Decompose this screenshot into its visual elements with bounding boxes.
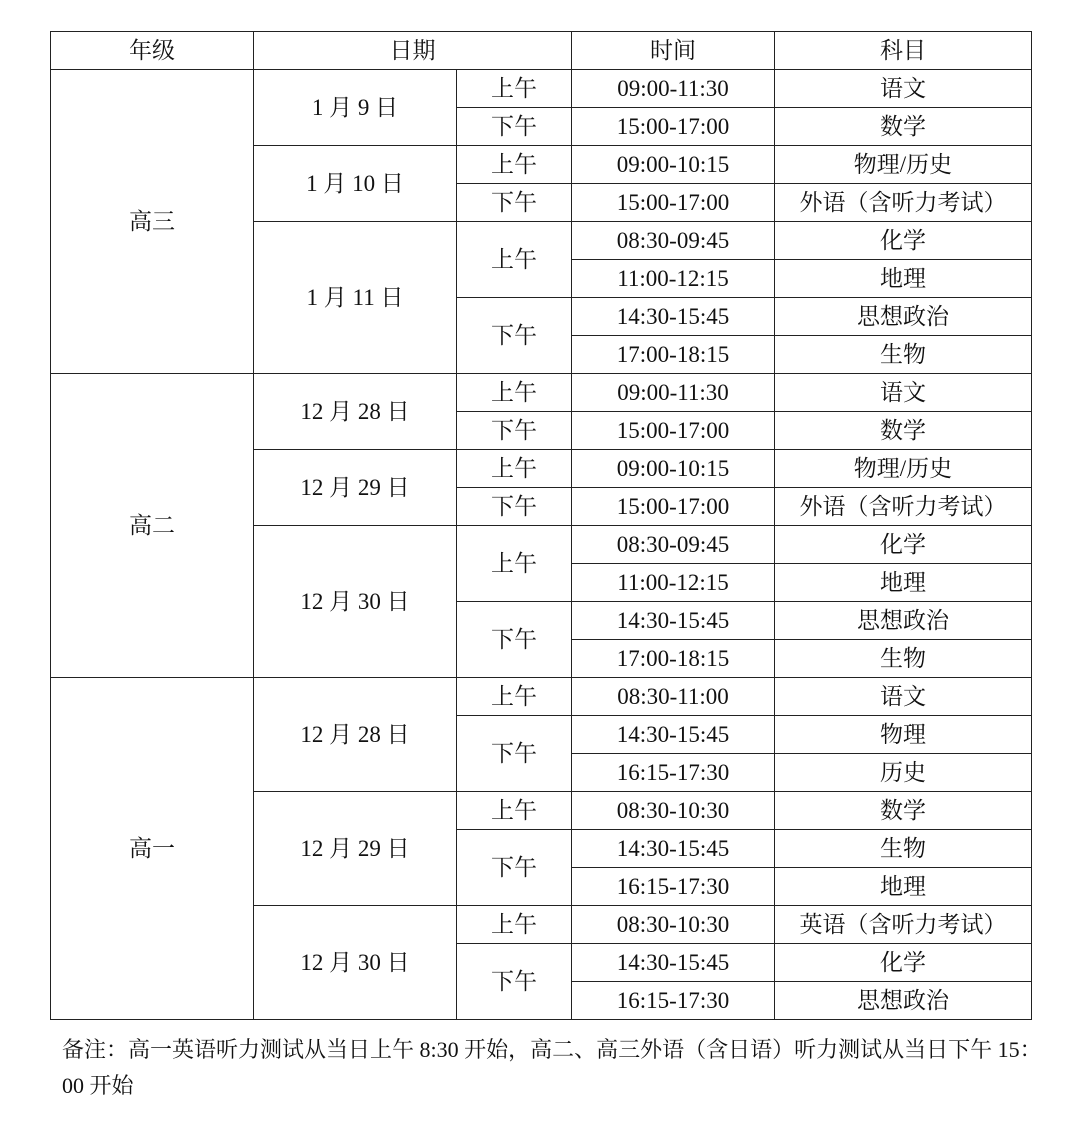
grade-cell: 高二 (51, 374, 254, 678)
subject-cell: 地理 (775, 260, 1032, 298)
grade-cell: 高一 (51, 678, 254, 1020)
table-row (51, 678, 1032, 716)
time-cell: 15:00-17:00 (572, 412, 775, 450)
half-day-cell: 下午 (457, 488, 572, 526)
time-cell: 16:15-17:30 (572, 982, 775, 1020)
date-cell: 1 月 10 日 (254, 146, 457, 222)
date-cell: 12 月 28 日 (254, 374, 457, 450)
header-subject: 科目 (775, 32, 1032, 70)
time-cell: 08:30-09:45 (572, 526, 775, 564)
time-cell: 09:00-11:30 (572, 70, 775, 108)
header-grade: 年级 (51, 32, 254, 70)
subject-cell: 思想政治 (775, 982, 1032, 1020)
time-cell: 14:30-15:45 (572, 830, 775, 868)
time-cell: 14:30-15:45 (572, 944, 775, 982)
subject-cell: 生物 (775, 830, 1032, 868)
header-date: 日期 (254, 32, 572, 70)
half-day-cell: 下午 (457, 412, 572, 450)
time-cell: 14:30-15:45 (572, 298, 775, 336)
date-cell: 1 月 9 日 (254, 70, 457, 146)
time-cell: 08:30-09:45 (572, 222, 775, 260)
half-day-cell: 下午 (457, 298, 572, 374)
half-day-cell: 上午 (457, 450, 572, 488)
half-day-cell: 下午 (457, 716, 572, 792)
half-day-cell: 下午 (457, 108, 572, 146)
subject-cell: 化学 (775, 944, 1032, 982)
time-cell: 08:30-10:30 (572, 792, 775, 830)
time-cell: 15:00-17:00 (572, 108, 775, 146)
half-day-cell: 上午 (457, 792, 572, 830)
subject-cell: 思想政治 (775, 602, 1032, 640)
subject-cell: 生物 (775, 640, 1032, 678)
time-cell: 14:30-15:45 (572, 602, 775, 640)
half-day-cell: 上午 (457, 374, 572, 412)
subject-cell: 语文 (775, 374, 1032, 412)
subject-cell: 数学 (775, 412, 1032, 450)
table-row (51, 70, 1032, 108)
time-cell: 11:00-12:15 (572, 260, 775, 298)
time-cell: 16:15-17:30 (572, 868, 775, 906)
subject-cell: 历史 (775, 754, 1032, 792)
time-cell: 14:30-15:45 (572, 716, 775, 754)
subject-cell: 英语（含听力考试） (775, 906, 1032, 944)
exam-schedule-table (50, 31, 1032, 1020)
subject-cell: 语文 (775, 678, 1032, 716)
half-day-cell: 下午 (457, 830, 572, 906)
half-day-cell: 上午 (457, 222, 572, 298)
time-cell: 17:00-18:15 (572, 640, 775, 678)
half-day-cell: 上午 (457, 70, 572, 108)
half-day-cell: 下午 (457, 944, 572, 1020)
time-cell: 08:30-10:30 (572, 906, 775, 944)
subject-cell: 地理 (775, 564, 1032, 602)
half-day-cell: 上午 (457, 678, 572, 716)
date-cell: 1 月 11 日 (254, 222, 457, 374)
half-day-cell: 上午 (457, 146, 572, 184)
subject-cell: 地理 (775, 868, 1032, 906)
date-cell: 12 月 29 日 (254, 450, 457, 526)
time-cell: 11:00-12:15 (572, 564, 775, 602)
time-cell: 16:15-17:30 (572, 754, 775, 792)
table-row (51, 374, 1032, 412)
subject-cell: 外语（含听力考试） (775, 488, 1032, 526)
date-cell: 12 月 30 日 (254, 906, 457, 1020)
subject-cell: 物理 (775, 716, 1032, 754)
date-cell: 12 月 28 日 (254, 678, 457, 792)
subject-cell: 语文 (775, 70, 1032, 108)
subject-cell: 思想政治 (775, 298, 1032, 336)
header-time: 时间 (572, 32, 775, 70)
footnote: 备注：高一英语听力测试从当日上午 8:30 开始，高二、高三外语（含日语）听力测试从当日下午 15：00 开始 (62, 1037, 1042, 1098)
date-cell: 12 月 30 日 (254, 526, 457, 678)
time-cell: 15:00-17:00 (572, 184, 775, 222)
half-day-cell: 上午 (457, 906, 572, 944)
subject-cell: 生物 (775, 336, 1032, 374)
date-cell: 12 月 29 日 (254, 792, 457, 906)
half-day-cell: 上午 (457, 526, 572, 602)
subject-cell: 数学 (775, 108, 1032, 146)
grade-cell: 高三 (51, 70, 254, 374)
time-cell: 15:00-17:00 (572, 488, 775, 526)
time-cell: 17:00-18:15 (572, 336, 775, 374)
half-day-cell: 下午 (457, 602, 572, 678)
subject-cell: 化学 (775, 222, 1032, 260)
half-day-cell: 下午 (457, 184, 572, 222)
subject-cell: 化学 (775, 526, 1032, 564)
time-cell: 08:30-11:00 (572, 678, 775, 716)
subject-cell: 外语（含听力考试） (775, 184, 1032, 222)
header-row (51, 32, 1032, 70)
time-cell: 09:00-11:30 (572, 374, 775, 412)
subject-cell: 数学 (775, 792, 1032, 830)
subject-cell: 物理/历史 (775, 146, 1032, 184)
time-cell: 09:00-10:15 (572, 450, 775, 488)
subject-cell: 物理/历史 (775, 450, 1032, 488)
time-cell: 09:00-10:15 (572, 146, 775, 184)
